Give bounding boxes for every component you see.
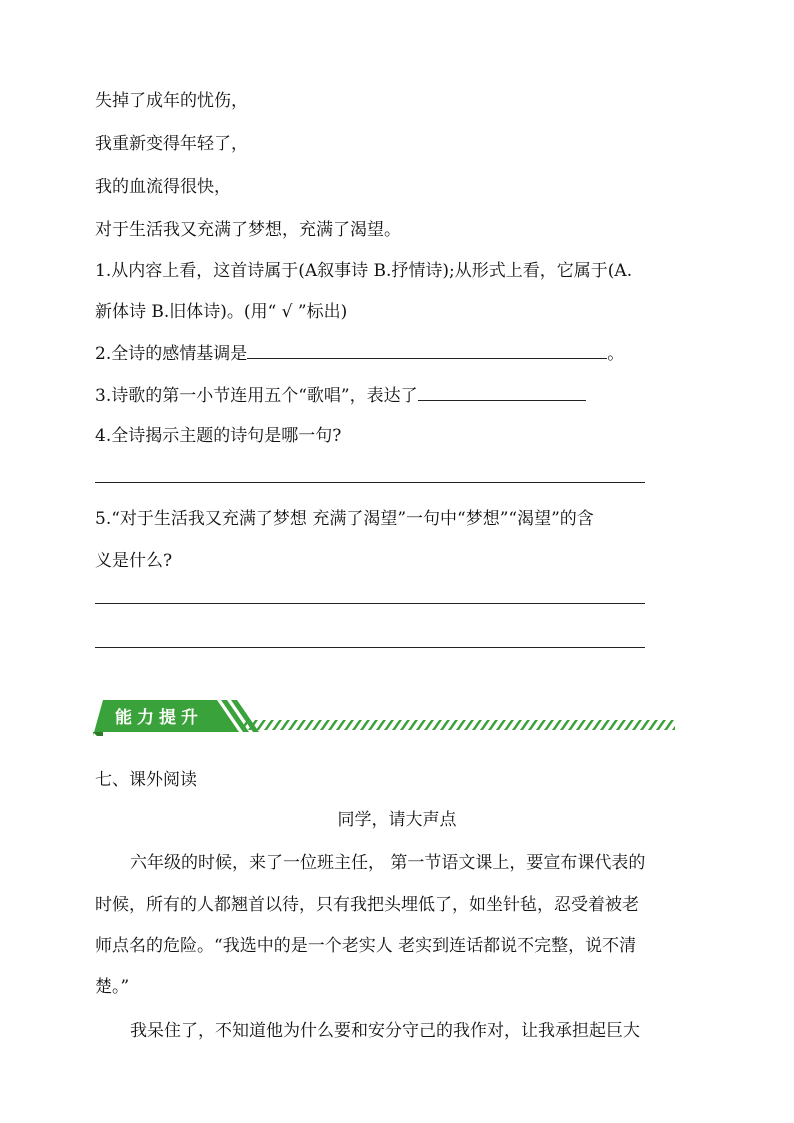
- article-title: 同学，请大声点: [337, 810, 457, 830]
- poem-line-4: 对于生活我又充满了梦想，充满了渴望。: [95, 220, 401, 240]
- question-5-answer-blank-1[interactable]: [95, 603, 645, 604]
- question-2-end: 。: [607, 344, 625, 364]
- question-2: [95, 339, 624, 364]
- question-4-answer-blank[interactable]: [95, 482, 645, 483]
- question-1-line-1: 1.从内容上看，这首诗属于(A叙事诗 B.抒情诗);从形式上看，它属于(A.: [95, 261, 633, 281]
- question-5-answer-blank-2[interactable]: [95, 647, 645, 648]
- article-line-5: 我呆住了，不知道他为什么要和安分守己的我作对，让我承担起巨大: [130, 1021, 640, 1041]
- question-2-answer-blank[interactable]: [247, 344, 607, 359]
- question-2-text: 2.全诗的感情基调是: [95, 344, 248, 364]
- question-5-line-2: 义是什么?: [95, 551, 173, 571]
- banner-label: 能力提升: [115, 708, 203, 728]
- question-3-text: 3.诗歌的第一小节连用五个“歌唱”，表达了: [95, 386, 418, 406]
- banner-fold: [93, 732, 103, 736]
- article-line-1: 六年级的时候，来了一位班主任， 第一节语文课上，要宣布课代表的: [130, 853, 646, 873]
- section-heading: 七、课外阅读: [95, 770, 197, 790]
- question-1-line-2: 新体诗 B.旧体诗)。(用“ √ ”标出): [95, 302, 348, 322]
- article-line-3: 师点名的危险。“我选中的是一个老实人 老实到连话都说不完整，说不清: [95, 936, 637, 956]
- article-line-4: 楚。”: [95, 977, 130, 997]
- question-4: 4.全诗揭示主题的诗句是哪一句?: [95, 426, 342, 446]
- question-5-line-1: 5.“对于生活我又充满了梦想 充满了渴望”一句中“梦想”“渴望”的含: [95, 509, 594, 529]
- poem-line-1: 失掉了成年的忧伤，: [95, 91, 248, 111]
- poem-line-3: 我的血流得很快，: [95, 177, 231, 197]
- poem-line-2: 我重新变得年轻了，: [95, 134, 248, 154]
- article-line-2: 时候，所有的人都翘首以待，只有我把头埋低了，如坐针毡，忍受着被老: [95, 895, 639, 915]
- ability-banner: [93, 700, 683, 736]
- question-3-answer-blank[interactable]: [418, 386, 586, 401]
- banner-stripes: [243, 720, 675, 730]
- question-3: [95, 381, 586, 406]
